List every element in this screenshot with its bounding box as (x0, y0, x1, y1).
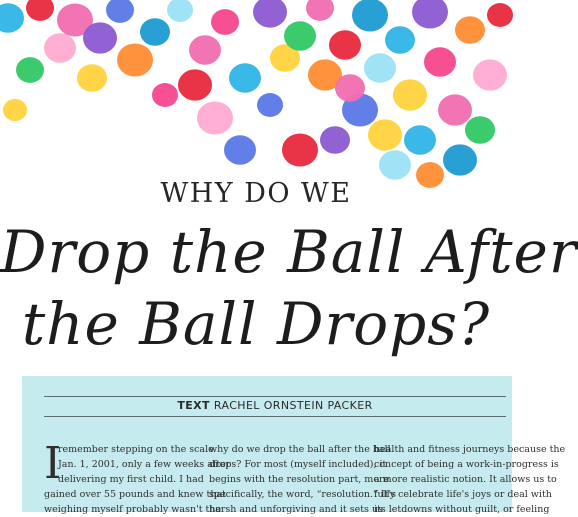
paragraph-line: harsh and unforgiving and it sets us (209, 504, 383, 515)
confetti-dot (443, 144, 477, 175)
confetti-dot (83, 22, 117, 53)
confetti-dot (465, 116, 495, 144)
confetti-dot (44, 33, 76, 62)
confetti-dot (329, 30, 361, 59)
byline-rule-top (44, 396, 506, 397)
confetti-dot (438, 94, 472, 125)
confetti-dot (306, 0, 334, 21)
paragraph-line: health and fitness journeys because the (374, 444, 566, 455)
paragraph-line: specifically, the word, “resolution.” It's (209, 489, 396, 500)
byline-author: RACHEL ORNSTEIN PACKER (213, 399, 373, 412)
confetti-dot (106, 0, 134, 23)
paragraph-line: why do we drop the ball after the ball (209, 444, 391, 455)
confetti-dot (152, 83, 178, 107)
paragraph-line: gained over 55 pounds and knew that (44, 489, 226, 500)
confetti-dot (0, 3, 24, 32)
confetti-dot (140, 18, 170, 46)
confetti-dot (379, 150, 411, 179)
article-column-3 (374, 442, 566, 517)
paragraph-line: delivering my first child. I had (58, 474, 204, 485)
confetti-dot (167, 0, 193, 22)
confetti-dot (211, 9, 239, 35)
article-column-1 (44, 438, 231, 517)
confetti-dot (257, 93, 283, 117)
confetti-dot (393, 79, 427, 110)
article-column-2 (209, 442, 396, 517)
confetti-dot (385, 26, 415, 54)
confetti-dot (229, 63, 261, 92)
confetti-dot (284, 21, 316, 50)
confetti-dot (404, 125, 436, 154)
headline-kicker: WHY DO WE (160, 178, 352, 209)
byline (44, 399, 506, 412)
confetti-dot (335, 74, 365, 102)
article-panel (22, 376, 566, 515)
paragraph-line: concept of being a work-in-progress is (374, 459, 559, 470)
confetti-dot (178, 69, 212, 100)
confetti-dot (117, 43, 153, 76)
confetti-dot (3, 99, 27, 121)
paragraph-line: begins with the resolution part, more (209, 474, 390, 485)
byline-label: TEXT (177, 399, 210, 412)
confetti-dot (424, 47, 456, 76)
confetti-dot (26, 0, 54, 21)
paragraph-line: its letdowns without guilt, or feeling (374, 504, 550, 515)
confetti-dot (320, 126, 350, 154)
paragraph-line: drops? For most (myself included), it (209, 459, 387, 470)
drop-cap: I (44, 438, 62, 489)
paragraph-line: a more realistic notion. It allows us to (374, 474, 557, 485)
confetti-dot (77, 64, 107, 92)
confetti-dot (368, 119, 402, 150)
confetti-dot (473, 59, 507, 90)
headline-title-line-1: Drop the Ball After (0, 218, 578, 286)
paragraph-line: Jan. 1, 2001, only a few weeks after (58, 459, 231, 470)
confetti-dot (16, 57, 44, 83)
confetti-dot (189, 35, 221, 64)
byline-rule-bottom (44, 416, 506, 417)
paragraph-line: remember stepping on the scale (58, 444, 214, 455)
confetti-decoration (0, 0, 512, 200)
headline-title-line-2: the Ball Drops? (21, 290, 491, 358)
paragraph-line: weighing myself probably wasn't the (44, 504, 222, 515)
confetti-dot (455, 16, 485, 44)
paragraph-line: fully celebrate life's joys or deal with (374, 489, 552, 500)
confetti-dot (253, 0, 287, 28)
confetti-dot (282, 133, 318, 166)
confetti-dot (364, 53, 396, 82)
confetti-dot (412, 0, 448, 29)
confetti-dot (197, 101, 233, 134)
confetti-dot (487, 3, 513, 27)
confetti-dot (224, 135, 256, 164)
confetti-dot (352, 0, 388, 32)
